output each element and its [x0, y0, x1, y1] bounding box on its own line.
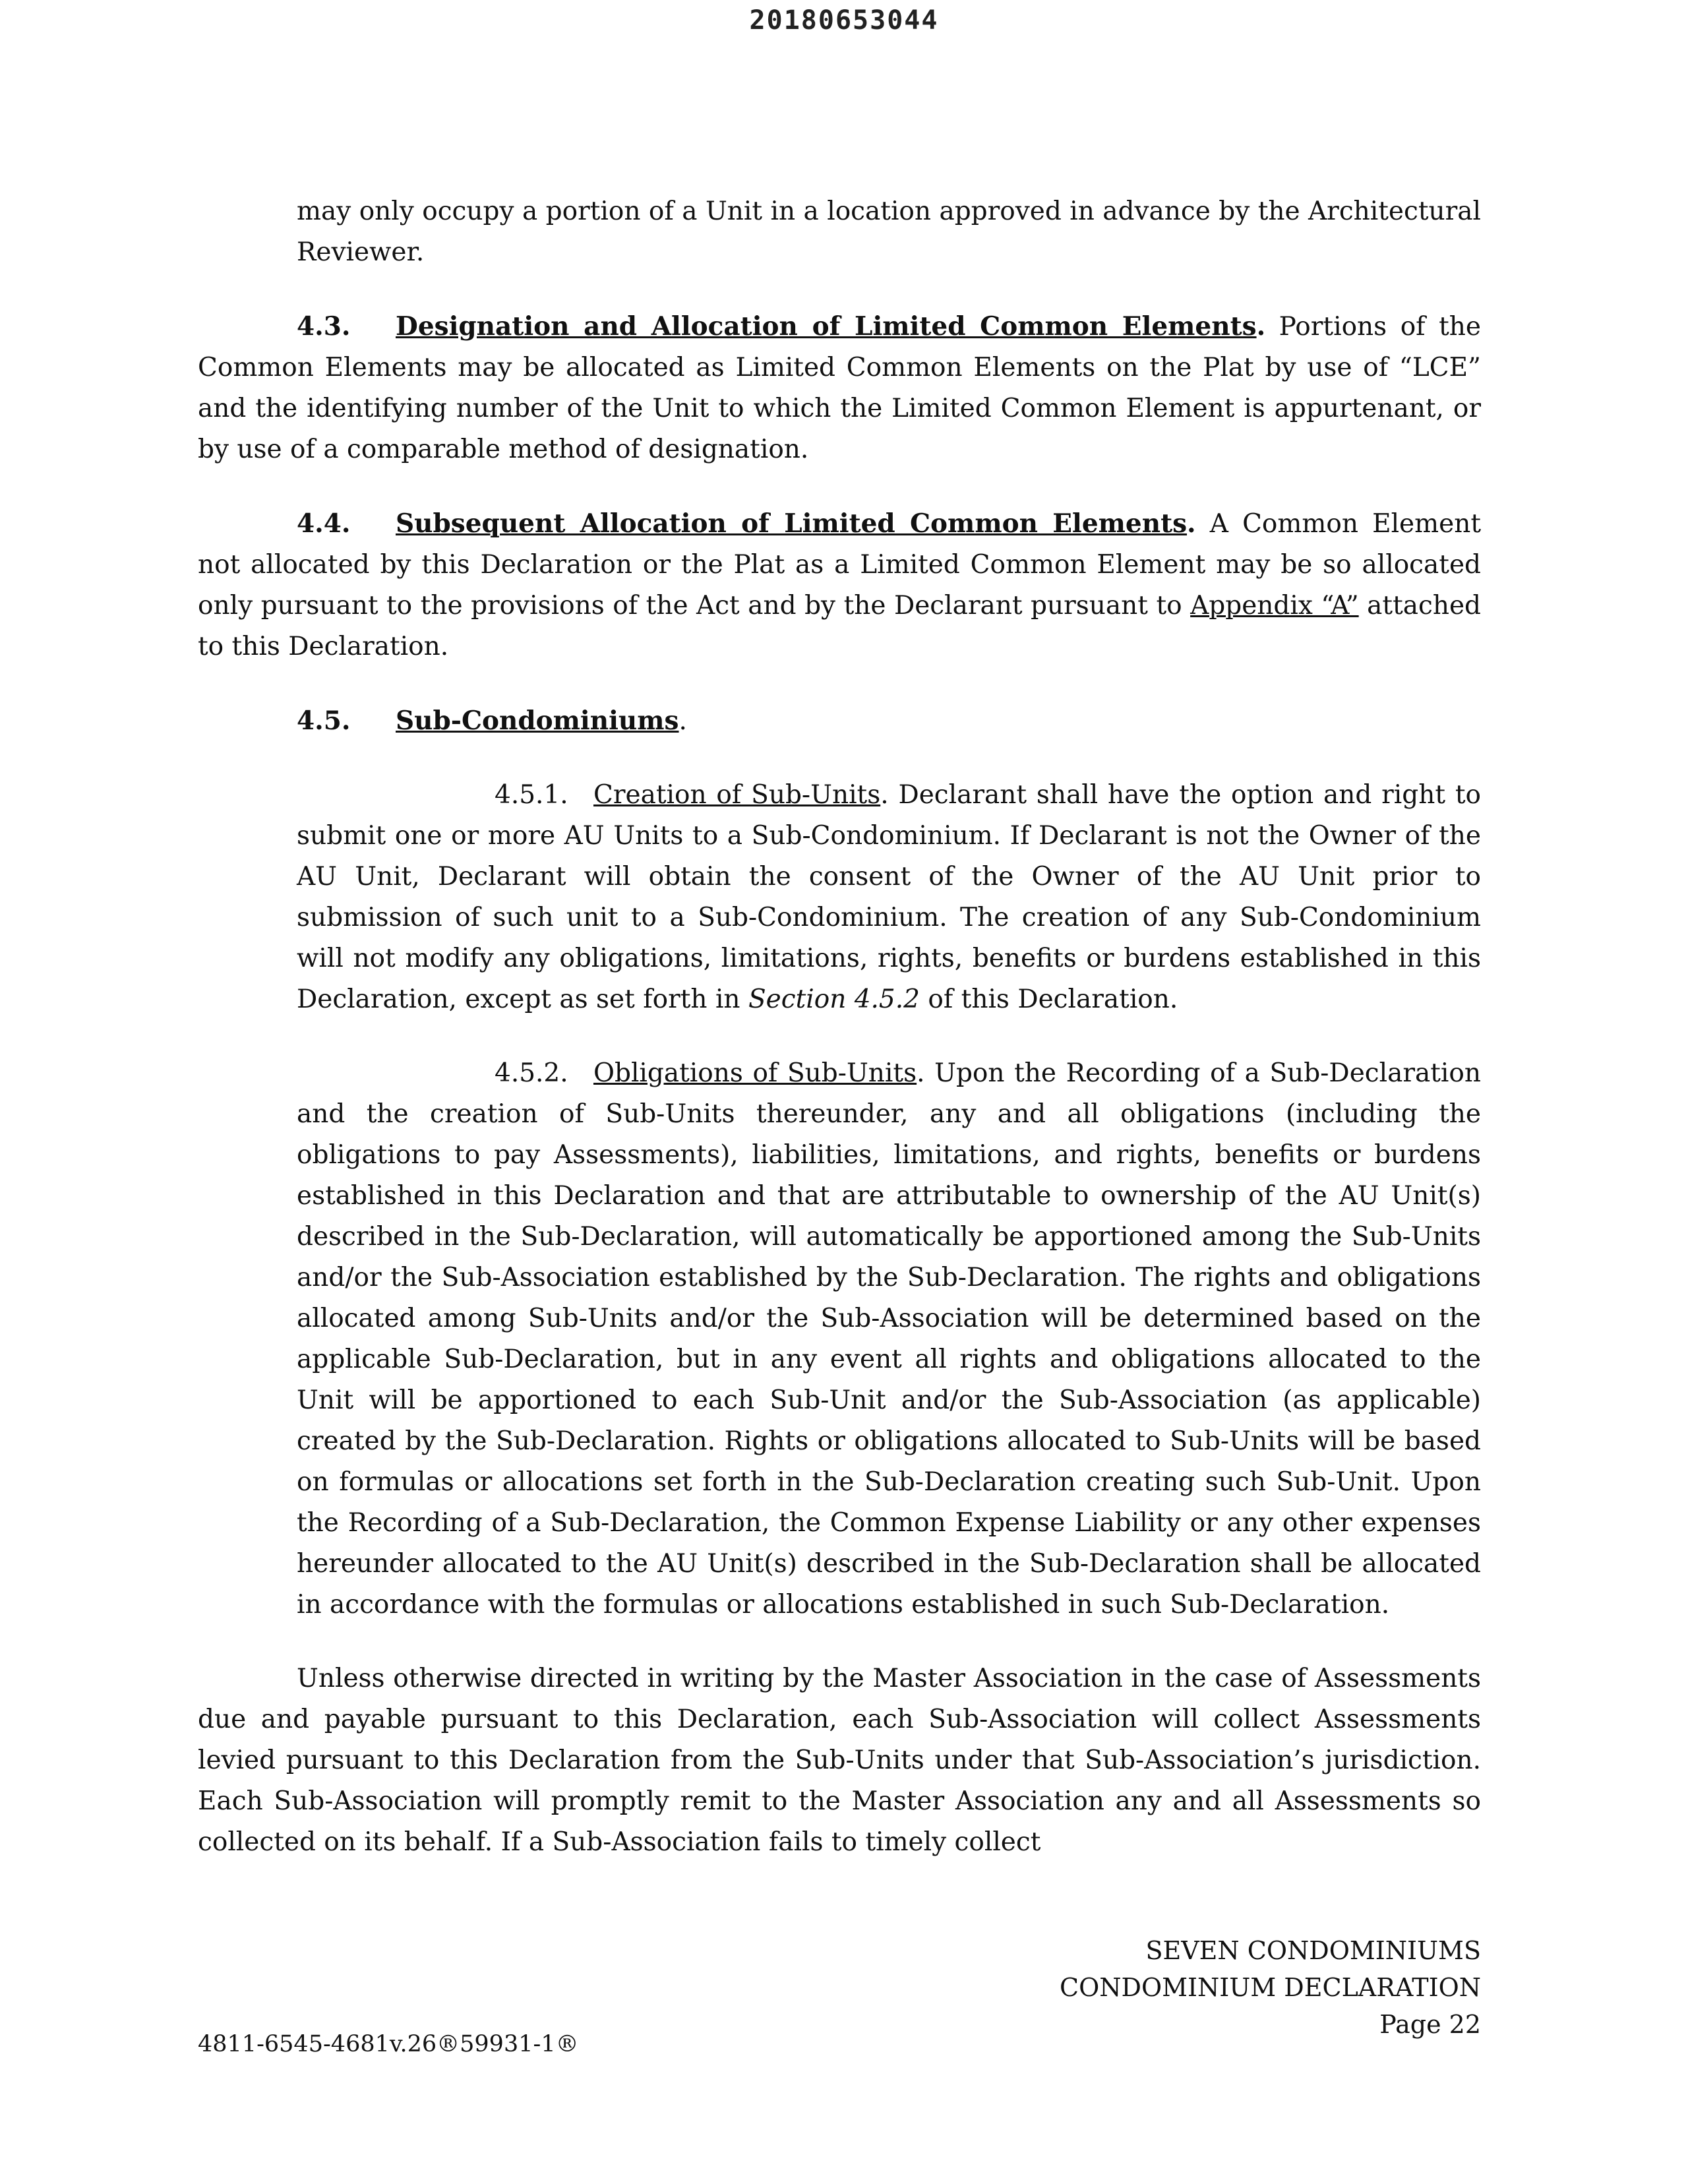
- section-text-end: attached to this Declaration.: [198, 591, 1481, 661]
- section-text: A Common Element not allocated by this Declaration or the Plat as a Limited Common Element may be so allocated only pursuant to the provisions of the Act and by the Declarant pursuant to: [198, 509, 1481, 621]
- subsection-heading: Obligations of Sub-Units: [593, 1058, 917, 1088]
- subsection-text: . Upon the Recording of a Sub-Declaration and the creation of Sub-Units thereunder, any and all obligations (including the obligations to pay Assessments), liabilities, limitations, and rights, benefits or burdens established in this Declaration and that are attributable to ownership of the AU Unit(s) described in the Sub-Declaration, will automatically be apportioned among the Sub-Units and/or the Sub-Association established by the Sub-Declaration. The rights and obligations allocated among Sub-Units and/or the Sub-Association will be determined based on the applicable Sub-Declaration, but in any event all rights and obligations allocated to the Unit will be apportioned to each Sub-Unit and/or the Sub-Association (as applicable) created by the Sub-Declaration. Rights or obligations allocated to Sub-Units will be based on formulas or allocations set forth in the Sub-Declaration creating such Sub-Unit. Upon the Recording of a Sub-Declaration, the Common Expense Liability or any other expenses hereunder allocated to the AU Unit(s) described in the Sub-Declaration shall be allocated in accordance with the formulas or allocations established in such Sub-Declaration.: [297, 1058, 1481, 1620]
- section-4-5: [198, 700, 1481, 742]
- document-id: 4811-6545-4681v.26®59931-1®: [198, 2031, 579, 2057]
- recording-number-stamp: 20180653044: [749, 5, 939, 36]
- footer-project-name: SEVEN CONDOMINIUMS: [1145, 1936, 1481, 1965]
- section-4-4: [198, 503, 1481, 667]
- subsection-4-5-2: [198, 1053, 1481, 1625]
- section-text: Portions of the Common Elements may be allocated as Limited Common Elements on the Plat by use of “LCE” and the identifying number of the Unit to which the Limited Common Element is appurtenant, or by use of a comparable method of designation.: [198, 312, 1481, 464]
- heading-period: .: [678, 706, 687, 736]
- appendix-reference: Appendix “A”: [1190, 591, 1359, 621]
- section-reference: Section 4.5.2: [748, 985, 920, 1014]
- closing-paragraph: Unless otherwise directed in writing by the Master Association in the case of Assessments due and payable pursuant to this Declaration, each Sub-Association will collect Assessments levied pursuant to this Declaration from the Sub-Units under that Sub-Association’s jurisdiction. Each Sub-Association will promptly remit to the Master Association any and all Assessments so collected on its behalf. If a Sub-Association fails to timely collect: [198, 1664, 1481, 1857]
- subsection-number: 4.5.2.: [495, 1058, 568, 1088]
- document-body: [198, 191, 1481, 1896]
- section-number: 4.5.: [297, 706, 351, 736]
- heading-period: .: [1256, 311, 1266, 342]
- continuation-paragraph: may only occupy a portion of a Unit in a location approved in advance by the Architectural Reviewer.: [297, 197, 1481, 267]
- section-heading: Designation and Allocation of Limited Common Elements: [396, 311, 1257, 342]
- footer-document-title: CONDOMINIUM DECLARATION: [1060, 1973, 1481, 2002]
- section-heading: Sub-Condominiums: [396, 706, 679, 736]
- page-number: Page 22: [1379, 2010, 1481, 2039]
- section-number: 4.4.: [297, 508, 351, 539]
- section-4-3: [198, 306, 1481, 470]
- section-number: 4.3.: [297, 311, 351, 342]
- subsection-heading: Creation of Sub-Units: [593, 780, 881, 810]
- subsection-4-5-1: [198, 775, 1481, 1020]
- subsection-text-end: of this Declaration.: [919, 985, 1178, 1014]
- section-heading: Subsequent Allocation of Limited Common Elements: [396, 508, 1188, 539]
- heading-period: .: [1187, 508, 1196, 539]
- page-footer: [1060, 1932, 1481, 2043]
- subsection-text: . Declarant shall have the option and right to submit one or more AU Units to a Sub-Condominium. If Declarant is not the Owner of the AU Unit, Declarant will obtain the consent of the Owner of the AU Unit prior to submission of such unit to a Sub-Condominium. The creation of any Sub-Condominium will not modify any obligations, limitations, rights, benefits or burdens established in this Declaration, except as set forth in: [297, 780, 1481, 1014]
- subsection-number: 4.5.1.: [495, 780, 568, 810]
